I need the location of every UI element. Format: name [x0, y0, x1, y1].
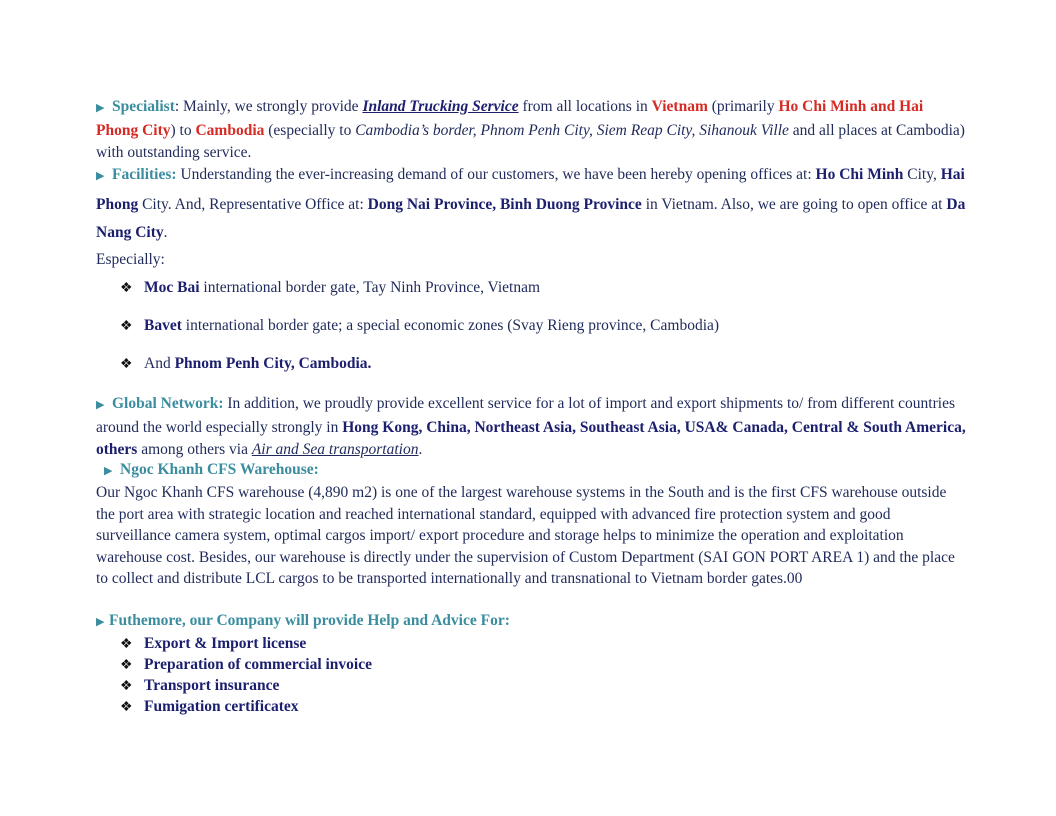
- item-text: international border gate; a special economic zones (Svay Rieng province, Cambodia): [181, 317, 720, 334]
- regions-highlight: Hong Kong, China, Northeast Asia, Southeast Asia, USA& Canada, Central & South America, others: [96, 418, 966, 458]
- diamond-bullet-icon: ❖: [120, 658, 133, 673]
- list-item: [120, 353, 960, 375]
- text: (especially to: [264, 121, 356, 139]
- diamond-bullet-icon: ❖: [120, 637, 133, 652]
- item-bold: Moc Bai: [144, 279, 200, 296]
- hp-highlight: Hai Phong: [96, 166, 965, 213]
- global-network-paragraph: [96, 393, 966, 462]
- global-network-label: Global Network:: [112, 395, 224, 412]
- text: .: [163, 224, 168, 241]
- especially-label: Especially:: [96, 251, 165, 268]
- item-bold: Bavet: [144, 317, 182, 334]
- item-bold: Fumigation certificatex: [144, 698, 299, 715]
- diamond-bullet-icon: ❖: [120, 679, 133, 694]
- cfs-heading: [104, 459, 974, 483]
- text: ) to: [170, 121, 196, 139]
- text: City. And, Representative Office at:: [138, 195, 368, 213]
- item-bold: Preparation of commercial invoice: [144, 656, 372, 673]
- specialist-label: Specialist: [112, 98, 175, 115]
- cfs-label: Ngoc Khanh CFS Warehouse:: [120, 461, 319, 478]
- vietnam-highlight: Vietnam: [651, 98, 708, 115]
- list-item: [120, 696, 960, 717]
- text: (primarily: [707, 98, 779, 115]
- list-item: [120, 654, 960, 675]
- text: among others via: [137, 441, 252, 458]
- text: from all locations in: [518, 98, 652, 115]
- text: : Mainly, we strongly provide: [174, 98, 363, 115]
- facilities-paragraph: [96, 161, 966, 248]
- diamond-bullet-icon: ❖: [120, 357, 133, 372]
- specialist-paragraph: [96, 96, 966, 165]
- triangle-right-icon: ▶: [96, 616, 105, 628]
- cfs-body: Our Ngoc Khanh CFS warehouse (4,890 m2) is one of the largest warehouse systems in the South and is the first CFS warehouse outside the port area with strategic location and reached international standard, equipped with advanced fire protection system and good surveillance camera system, optimal cargos import/ export procedure and storage helps to minimize the operation and exploitation warehouse cost. Besides, our warehouse is directly under the supervision of Custom Department (SAI GON PORT AREA 1) and the place to collect and distribute LCL cargos to be transported internationally and transnational to Vietnam border gates.00: [96, 484, 955, 587]
- list-item: [120, 633, 960, 654]
- cities-highlight: Ho Chi Minh and Hai Phong City: [96, 98, 924, 139]
- hcm-highlight: Ho Chi Minh: [815, 166, 904, 183]
- danang-highlight: Da Nang City: [96, 195, 966, 241]
- item-bold: Transport insurance: [144, 677, 280, 694]
- cambodia-highlight: Cambodia: [195, 121, 265, 139]
- air-sea-link[interactable]: Air and Sea transportation: [251, 441, 419, 458]
- facilities-label: Facilities:: [112, 166, 177, 183]
- item-text: And: [144, 355, 175, 372]
- destinations-text: Cambodia’s border, Phnom Penh City, Siem Reap City, Sihanouk Ville: [355, 121, 789, 139]
- rep-office-highlight: Dong Nai Province, Binh Duong Province: [367, 195, 642, 213]
- item-text: international border gate, Tay Ninh Province, Vietnam: [199, 279, 541, 296]
- list-item: [120, 277, 960, 299]
- advice-label: Futhemore, our Company will provide Help and Advice For:: [109, 612, 510, 629]
- text: .: [418, 441, 423, 458]
- text: and all places at Cambodia) with outstanding service.: [96, 121, 965, 161]
- list-item: [120, 315, 960, 337]
- triangle-right-icon: ▶: [104, 465, 113, 477]
- triangle-right-icon: ▶: [96, 170, 105, 182]
- item-bold: Export & Import license: [144, 635, 307, 652]
- item-bold: Phnom Penh City, Cambodia.: [174, 355, 372, 372]
- text: in Vietnam. Also, we are going to open office at: [641, 195, 947, 213]
- text: Understanding the ever-increasing demand of our customers, we have been hereby opening offices at:: [176, 166, 816, 183]
- list-item: [120, 675, 960, 696]
- triangle-right-icon: ▶: [96, 399, 105, 411]
- text: City,: [903, 166, 941, 183]
- advice-heading: [96, 610, 966, 634]
- diamond-bullet-icon: ❖: [120, 319, 133, 334]
- triangle-right-icon: ▶: [96, 102, 105, 114]
- text: In addition, we proudly provide excellent service for a lot of import and export shipments to/ from different countries around the world especially strongly in: [96, 395, 955, 436]
- diamond-bullet-icon: ❖: [120, 700, 133, 715]
- inland-trucking-link[interactable]: Inland Trucking Service: [362, 98, 519, 115]
- diamond-bullet-icon: ❖: [120, 281, 133, 296]
